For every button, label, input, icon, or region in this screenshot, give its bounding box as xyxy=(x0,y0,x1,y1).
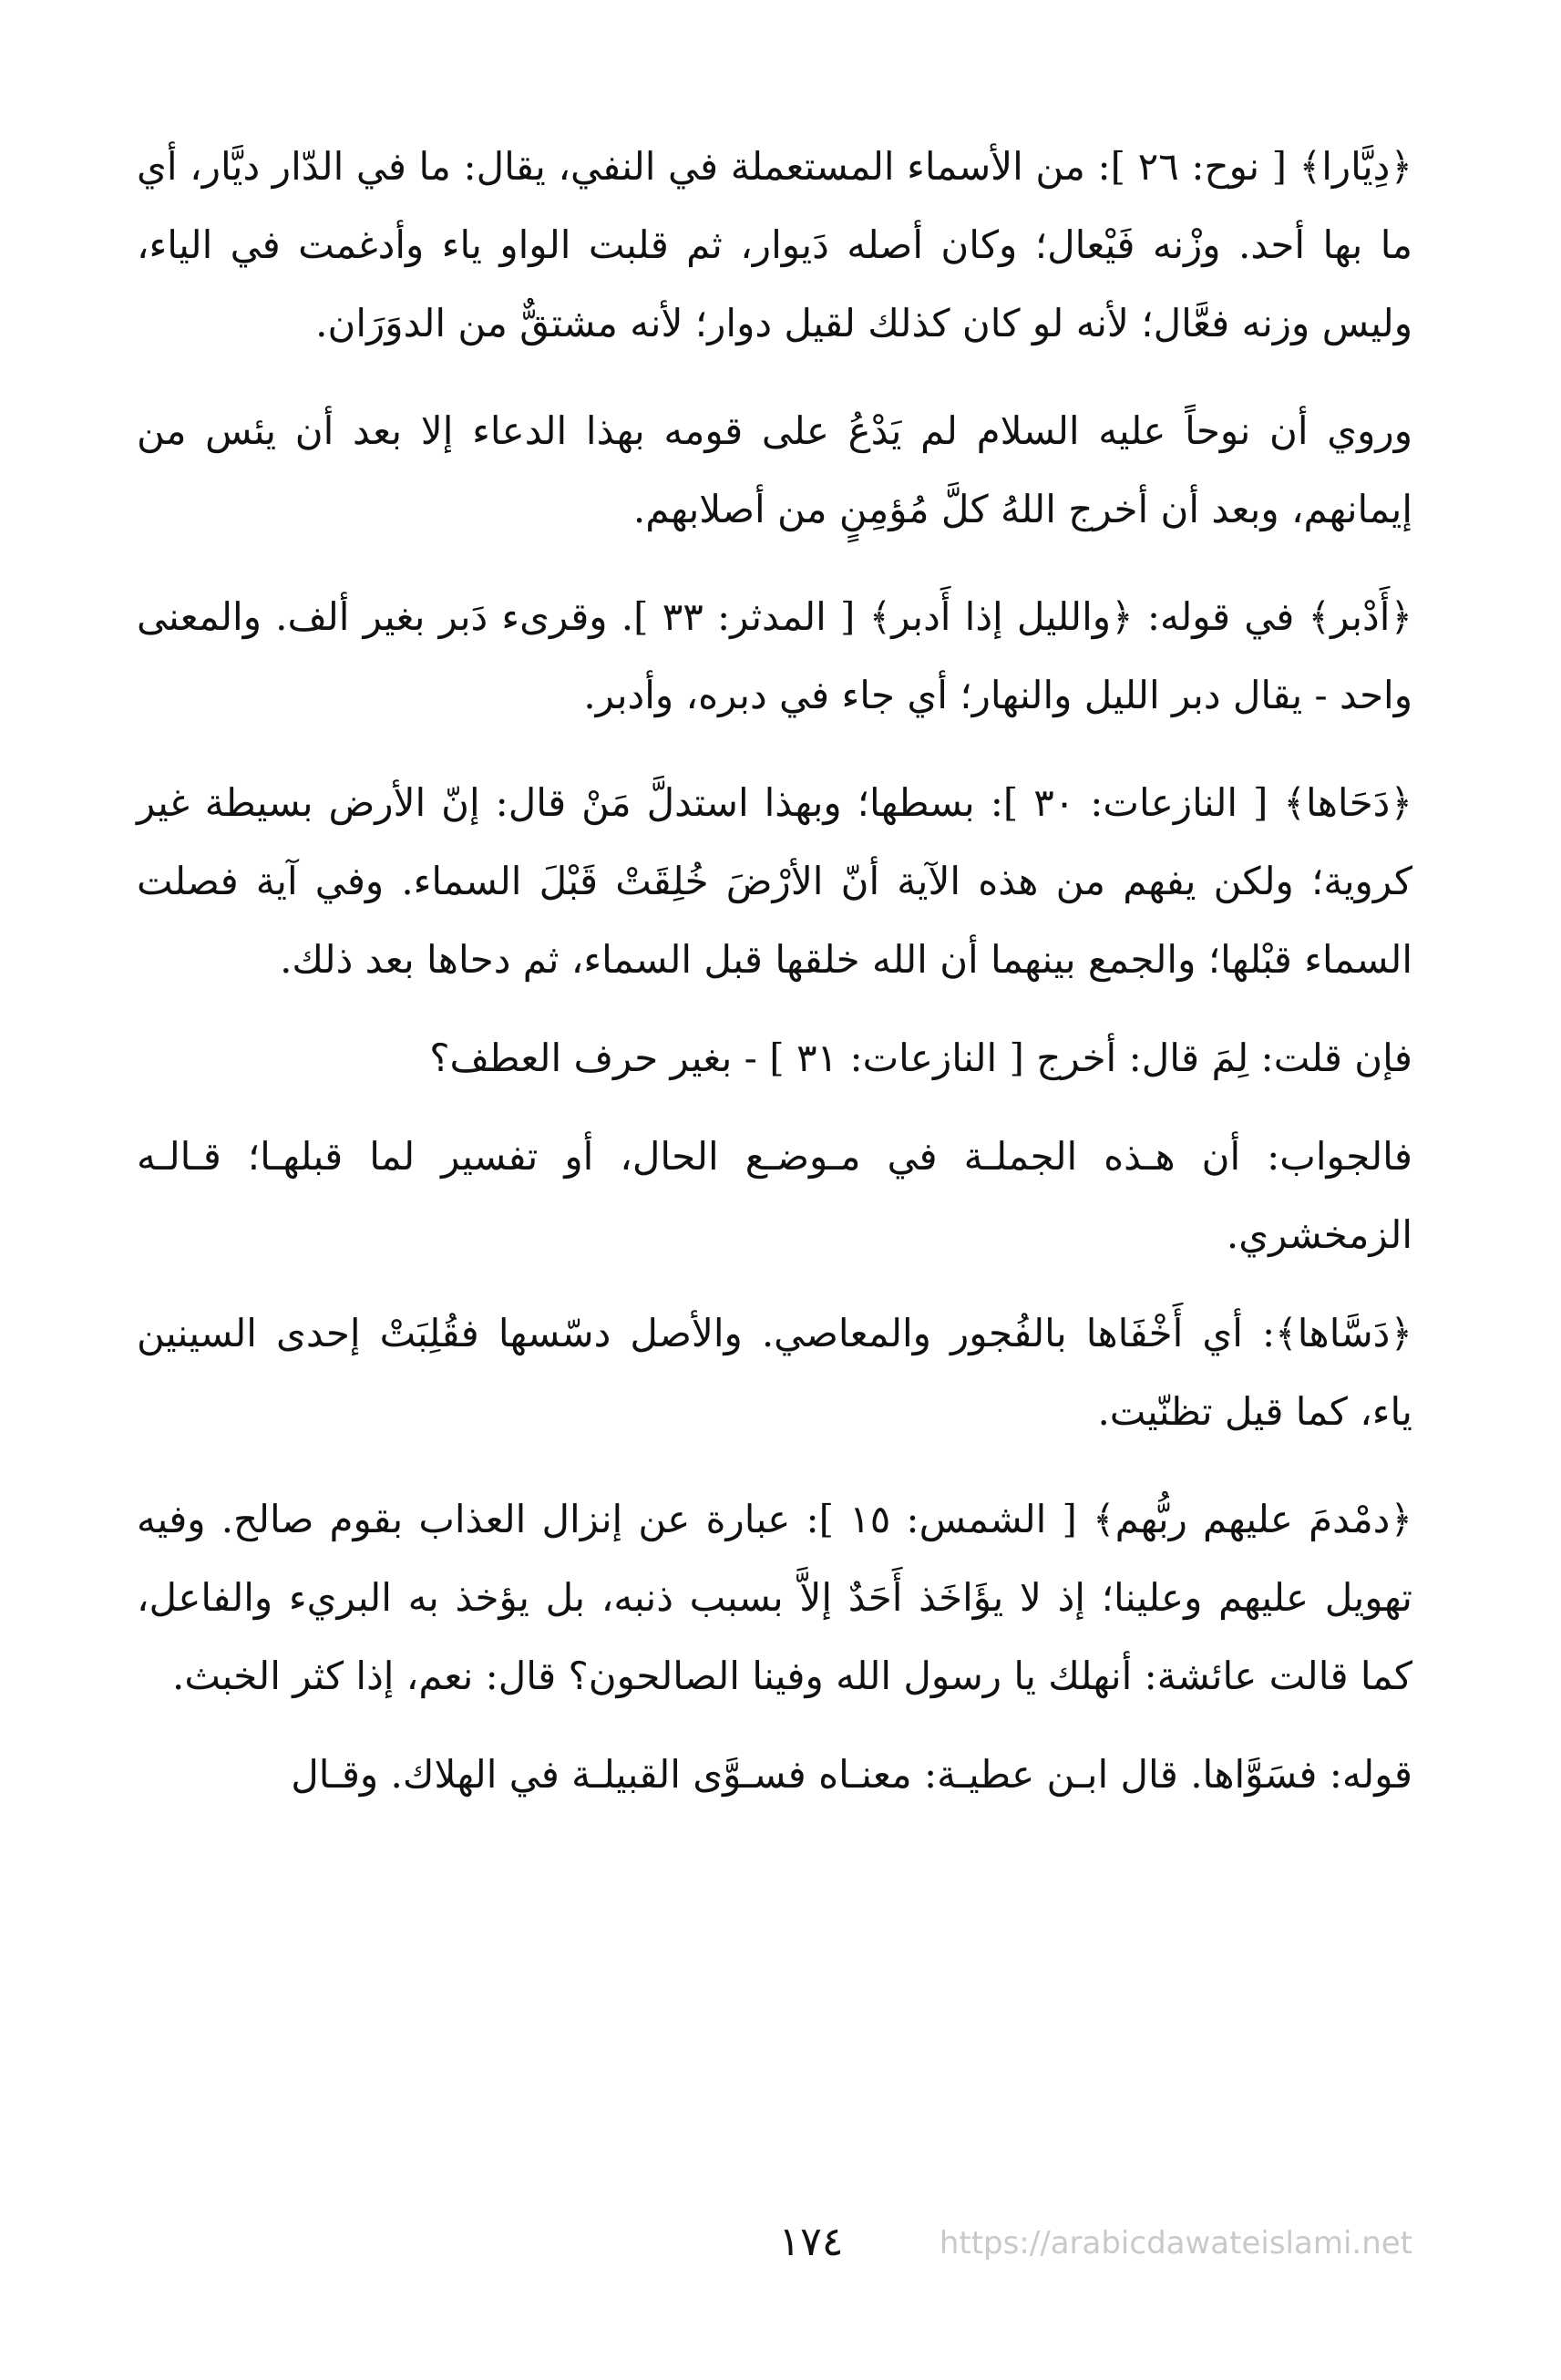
paragraph-question: فإن قلت: لِمَ قال: أخرج [ النازعات: ٣١ ] - بغير حرف العطف؟ xyxy=(429,1035,1412,1080)
book-page xyxy=(137,128,1412,2224)
paragraph-diyyara: ﴿دِيَّارا﴾ [ نوح: ٢٦ ]: من الأسماء المستعملة في النفي، يقال: ما في الدّار ديَّار، أي ما بها أحد. وزْنه فَيْعال؛ وكان أصله دَيوار، ثم قلبت الواو ياء وأدغمت في الياء، وليس وزنه فعَّال؛ لأنه لو كان كذلك لقيل دوار؛ لأنه مشتقٌّ من الدوَرَان. xyxy=(137,144,1412,345)
paragraph-damdama: ﴿دمْدمَ عليهم ربُّهم﴾ [ الشمس: ١٥ ]: عبارة عن إنزال العذاب بقوم صالح. وفيه تهويل عليهم وعلينا؛ إذ لا يؤَاخَذ أَحَدٌ إلاَّ بسبب ذنبه، بل يؤخذ به البريء والفاعل، كما قالت عائشة: أنهلك يا رسول الله وفينا الصالحون؟ قال: نعم، إذا كثر الخبث. xyxy=(137,1497,1412,1698)
paragraph-dassaha: ﴿دَسَّاها﴾: أي أَخْفَاها بالفُجور والمعاصي. والأصل دسّسها فقُلِبَتْ إحدى السينين ياء، كما قيل تظنّيت. xyxy=(137,1311,1412,1434)
paragraph-answer: فالجواب: أن هـذه الجملـة في مـوضـع الحال، أو تفسير لما قبلهـا؛ قـالـه الزمخشري. xyxy=(137,1134,1412,1257)
paragraph-nuh-narration: وروي أن نوحاً عليه السلام لم يَدْعُ على قومه بهذا الدعاء إلا بعد أن يئس من إيمانهم، وبعد أن أخرج اللهُ كلَّ مُؤمِنٍ من أصلابهم. xyxy=(137,408,1412,531)
page-footer xyxy=(137,2215,1412,2270)
page-number: ١٧٤ xyxy=(778,2219,844,2265)
paragraph-sawwaha: قوله: فسَوَّاها. قال ابـن عطيـة: معنـاه فسـوَّى القبيلـة في الهلاك. وقـال xyxy=(291,1752,1412,1797)
watermark-url: https://arabicdawateislami.net xyxy=(939,2225,1412,2262)
paragraph-adbar: ﴿أَدْبر﴾ في قوله: ﴿والليل إذا أَدبر﴾ [ المدثر: ٣٣ ]. وقرىء دَبر بغير ألف. والمعنى واحد - يقال دبر الليل والنهار؛ أي جاء في دبره، وأدبر. xyxy=(137,594,1412,717)
paragraph-dahaha: ﴿دَحَاها﴾ [ النازعات: ٣٠ ]: بسطها؛ وبهذا استدلَّ مَنْ قال: إنّ الأرض بسيطة غير كروية؛ ولكن يفهم من هذه الآية أنّ الأرْضَ خُلِقَتْ قَبْلَ السماء. وفي آية فصلت السماء قبْلها؛ والجمع بينهما أن الله خلقها قبل السماء، ثم دحاها بعد ذلك. xyxy=(137,780,1412,982)
